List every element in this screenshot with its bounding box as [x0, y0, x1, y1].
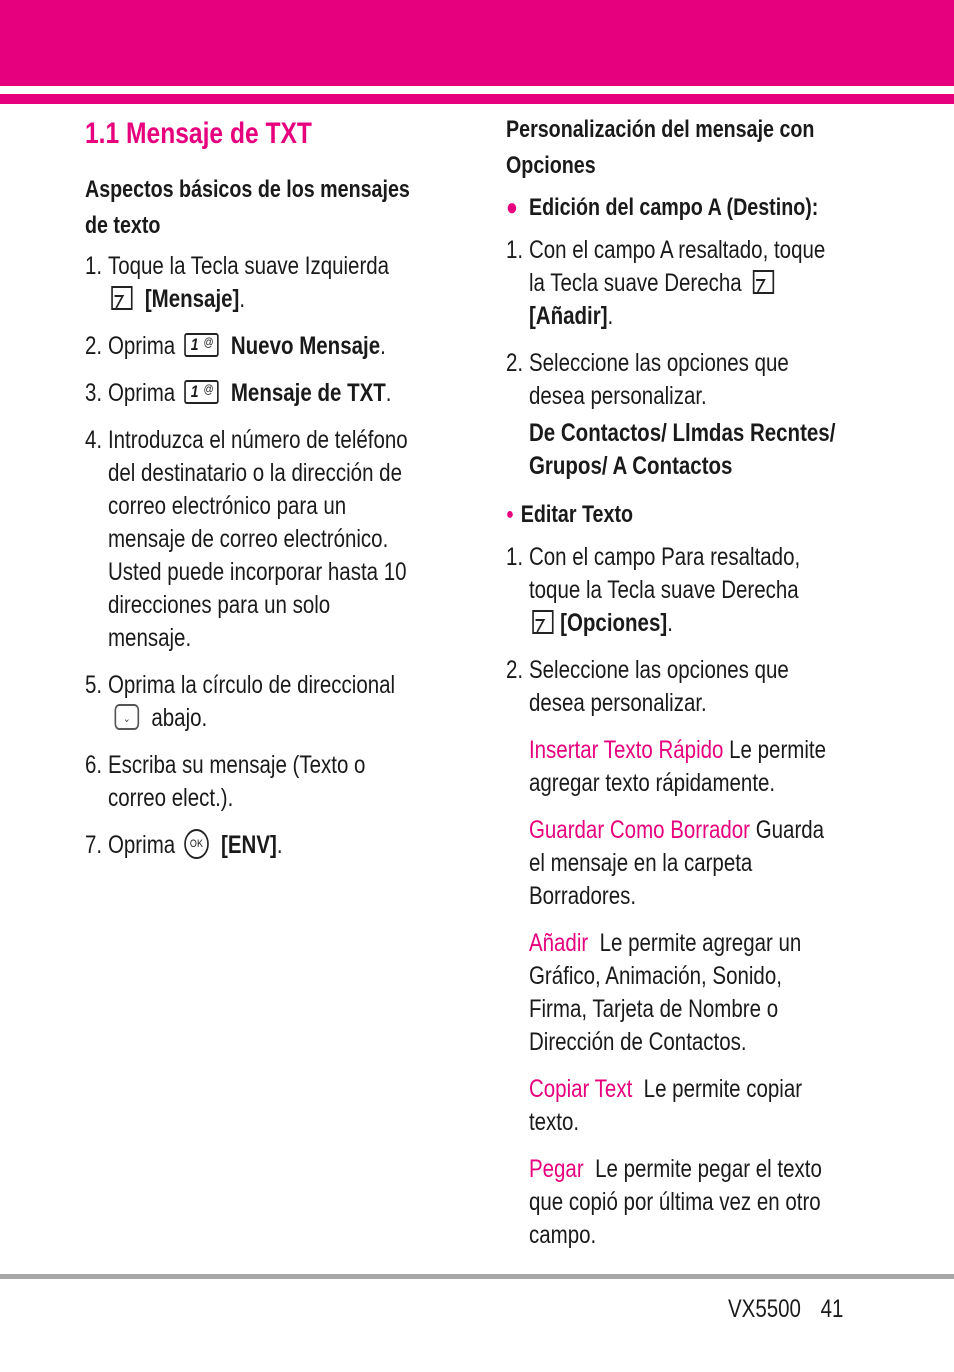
header-rule: [0, 94, 954, 104]
section-title: 1.1 Mensaje de TXT: [85, 117, 312, 150]
left-column: [85, 112, 455, 876]
b1-step-1: 1. Con el campo A resaltado, toque la Tecla suave Derecha [Añadir].: [506, 236, 826, 330]
b1-step-2: 2. Seleccione las opciones que desea personalizar.: [506, 349, 789, 410]
step-1: 1. Toque la Tecla suave Izquierda [Mensaje].: [85, 252, 390, 313]
options-heading: Personalización del mensaje con Opciones: [506, 116, 815, 179]
step-5: 5. Oprima la círculo de direccional ⌄ abajo.: [85, 671, 396, 732]
bullet-edit-text: ● Editar Texto: [506, 497, 809, 533]
bullet-edit-to-field: ● Edición del campo A (Destino):: [506, 190, 809, 226]
left-soft-key-icon: [111, 286, 132, 310]
step-3: 3. Oprima 1 @ Mensaje de TXT.: [85, 379, 392, 407]
key-1-voicemail-icon: 1 @: [184, 380, 218, 404]
b2-step-1: 1. Con el campo Para resaltado, toque la Tecla suave Derecha [Opciones].: [506, 543, 801, 637]
option-add: Añadir Le permite agregar un Gráfico, Animación, Sonido, Firma, Tarjeta de Nombre o Dirección de Contactos.: [528, 929, 802, 1056]
step-6: 6. Escriba su mensaje (Texto o correo elect.).: [85, 751, 366, 812]
footer-rule: [0, 1274, 954, 1279]
step-2: 2. Oprima 1 @ Nuevo Mensaje.: [85, 332, 386, 360]
page-number: 41: [820, 1295, 844, 1323]
step-4: 4. Introduzca el número de teléfono del destinatario o la dirección de correo electrónico para un mensaje de correo electrónico. Usted puede incorporar hasta 10 direcciones para un solo mensaje.: [85, 426, 408, 652]
right-soft-key-icon: [532, 610, 553, 634]
ok-key-icon: OK: [184, 829, 209, 859]
option-insert-quick-text: Insertar Texto Rápido Le permite agregar texto rápidamente.: [528, 736, 827, 797]
option-paste: Pegar Le permite pegar el texto que copió por última vez en otro campo.: [528, 1155, 822, 1249]
page-footer: [728, 1292, 843, 1326]
bullet-icon: ●: [506, 506, 514, 523]
bullet-icon: ●: [506, 194, 518, 221]
key-1-voicemail-icon: 1 @: [184, 333, 218, 357]
b2-step-2: 2. Seleccione las opciones que desea personalizar.: [506, 656, 789, 717]
right-soft-key-icon: [753, 270, 774, 294]
b1-options-list: De Contactos/ Llmdas Recntes/ Grupos/ A Contactos: [528, 419, 836, 480]
subhead: Aspectos básicos de los mensajes de texto: [85, 176, 410, 239]
option-save-as-draft: Guardar Como Borrador Guarda el mensaje en la carpeta Borradores.: [528, 816, 825, 910]
nav-key-down-icon: ⌄: [115, 704, 140, 730]
option-copy-text: Copiar Text Le permite copiar texto.: [528, 1075, 803, 1136]
header-band: [0, 0, 954, 86]
model-name: VX5500: [728, 1295, 801, 1323]
step-7: 7. Oprima OK [ENV].: [85, 831, 283, 859]
right-column: [506, 112, 876, 1266]
